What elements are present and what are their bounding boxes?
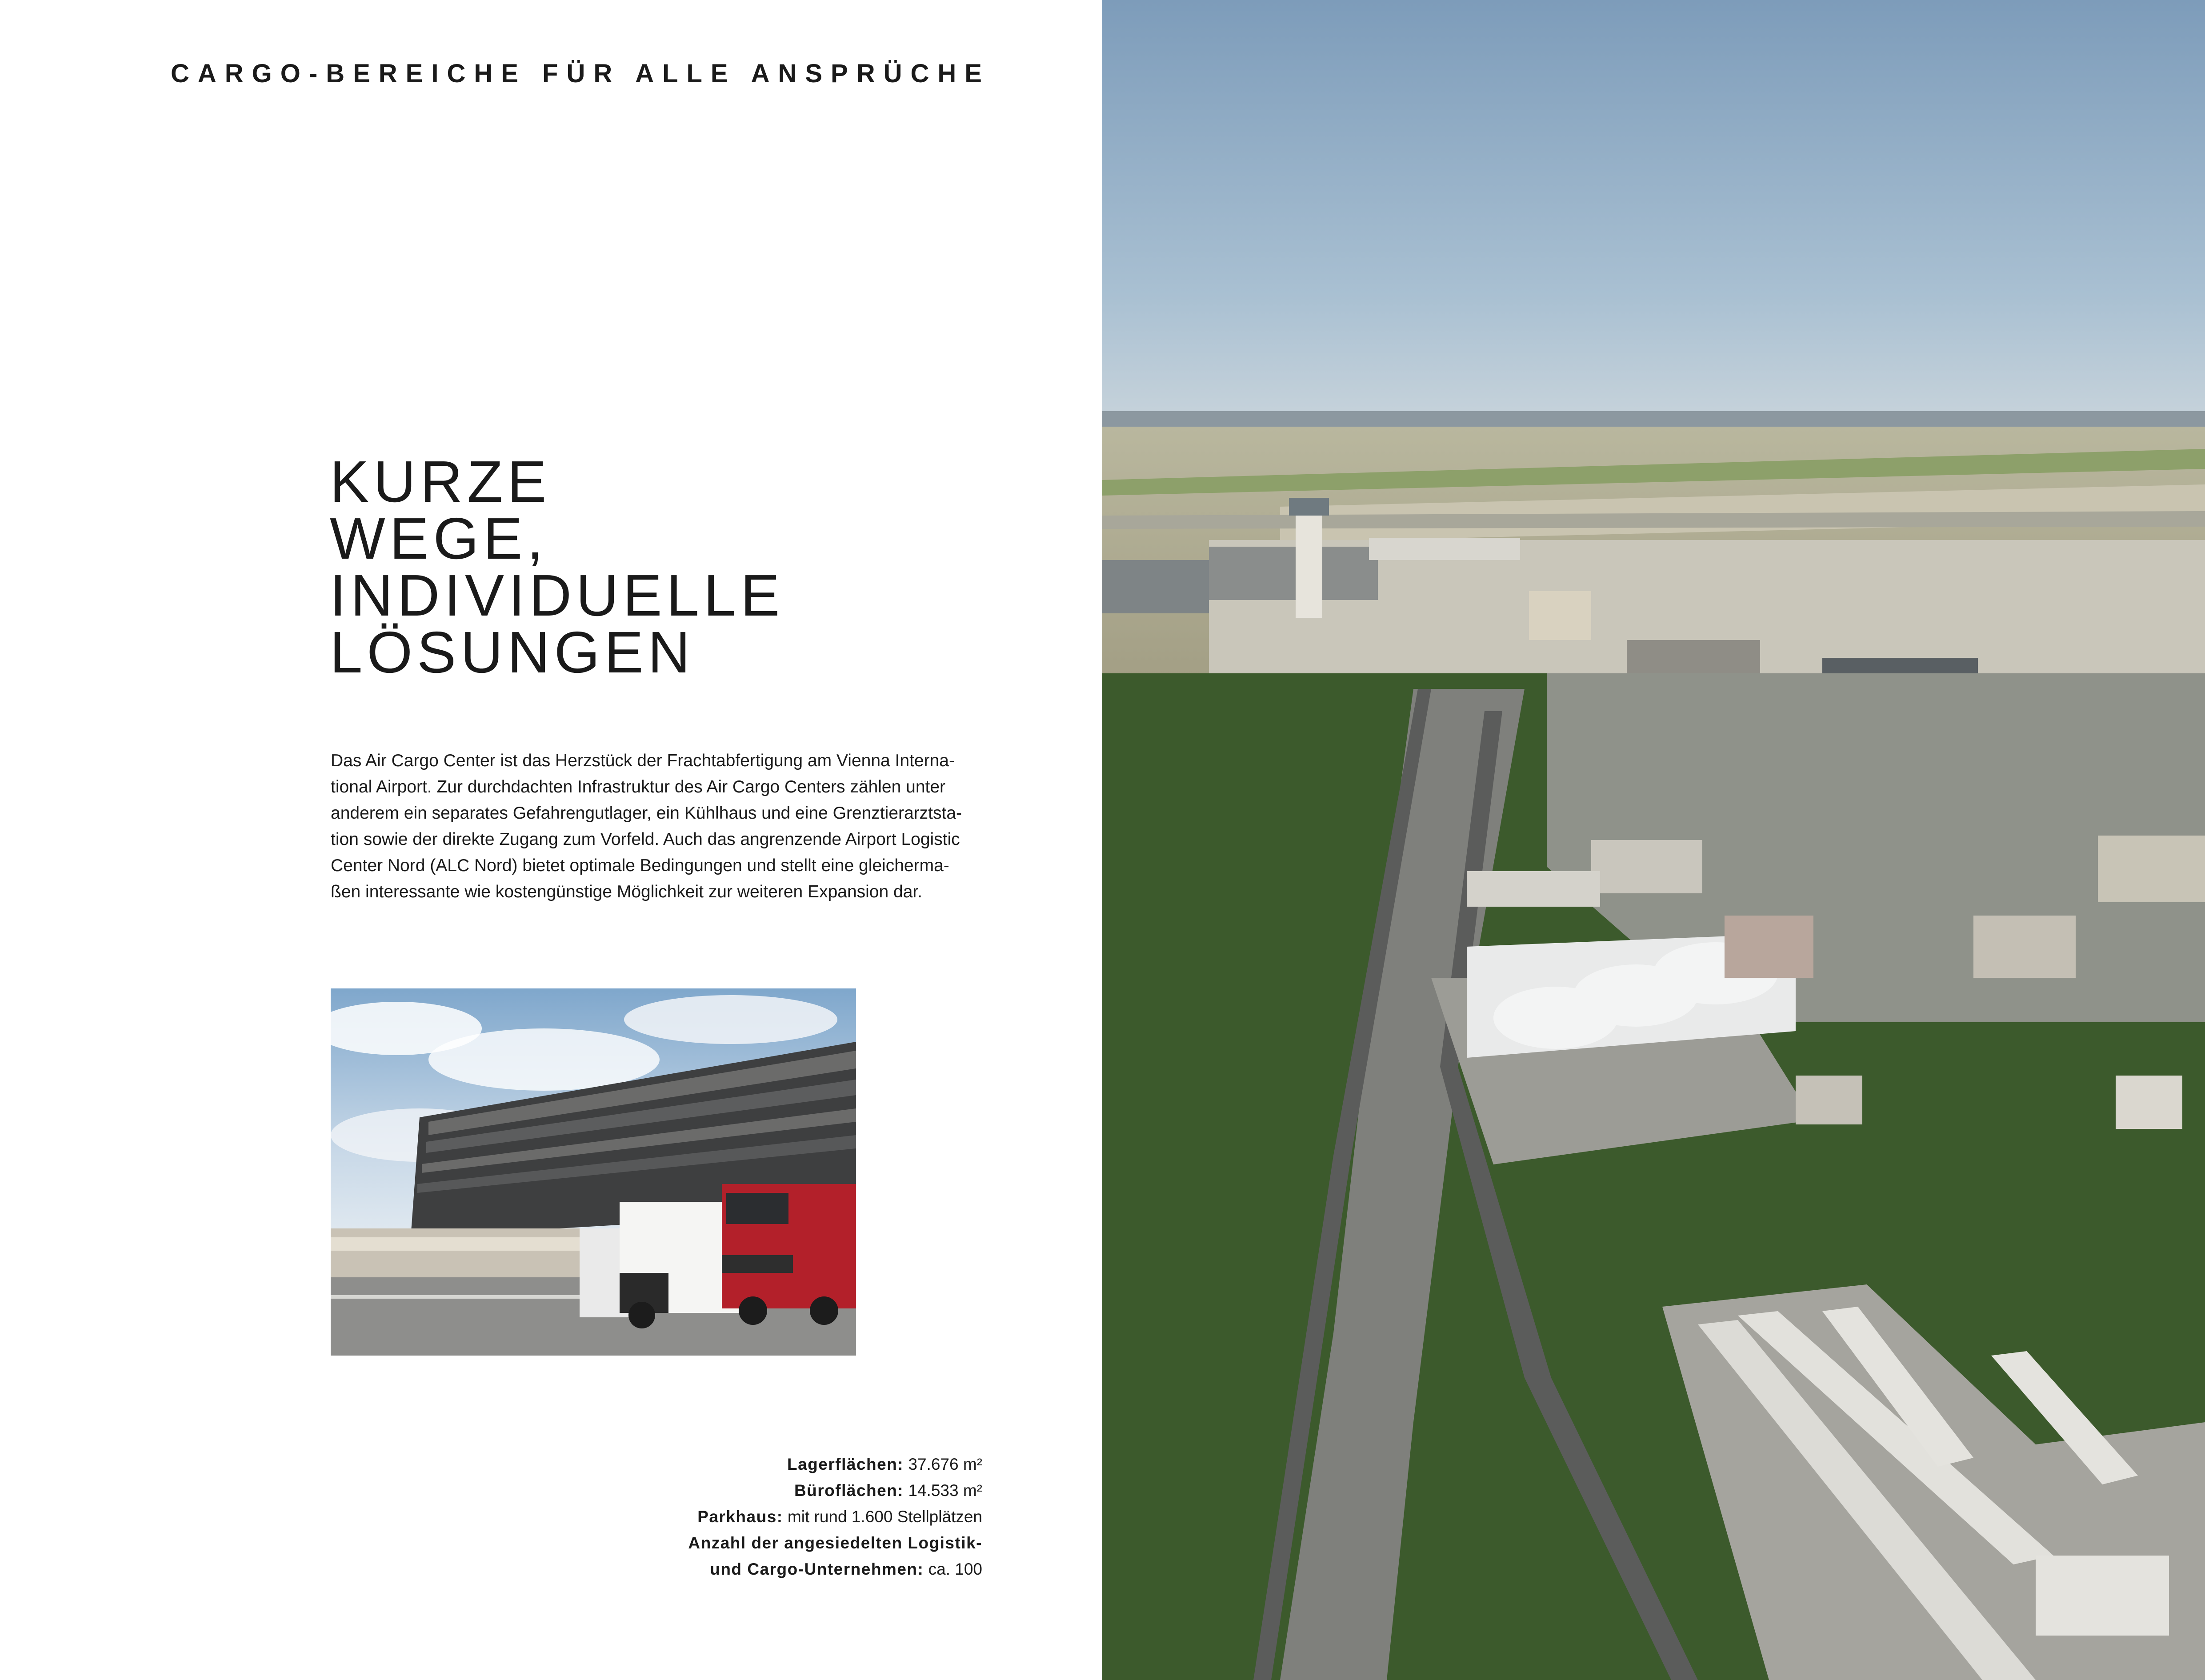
section-label: CARGO-BEREICHE FÜR ALLE ANSPRÜCHE — [171, 59, 990, 88]
body-line: anderem ein separates Gefahrengutlager, ein Kühlhaus und eine Grenztierarztsta- — [331, 804, 962, 823]
left-page — [0, 0, 1102, 1680]
fact-row — [578, 1451, 982, 1477]
body-line: Das Air Cargo Center ist das Herzstück der Frachtabfertigung am Vienna Interna- — [331, 751, 955, 770]
body-line: tion sowie der direkte Zugang zum Vorfeld. Auch das angrenzende Airport Logistic — [331, 830, 960, 849]
fact-value: 14.533 m² — [904, 1481, 982, 1500]
fact-label: und Cargo-Unternehmen: — [710, 1560, 924, 1578]
fact-label: Anzahl der angesiedelten Logistik- — [688, 1534, 982, 1552]
fact-value: 37.676 m² — [904, 1455, 982, 1473]
body-paragraph — [331, 748, 1024, 905]
headline-line: KURZE — [330, 449, 551, 514]
fact-label: Parkhaus: — [697, 1508, 783, 1526]
facts-list — [578, 1451, 982, 1582]
headline — [330, 449, 784, 685]
headline-line: LÖSUNGEN — [330, 620, 695, 685]
aerial-airport-photo — [1102, 0, 2205, 1680]
fact-row — [578, 1477, 982, 1504]
fact-value: mit rund 1.600 Stellplätzen — [783, 1508, 982, 1526]
fact-row — [578, 1556, 982, 1582]
fact-row — [578, 1504, 982, 1530]
fact-row — [578, 1530, 982, 1556]
body-line: tional Airport. Zur durchdachten Infrastruktur des Air Cargo Centers zählen unter — [331, 777, 946, 796]
body-line: ßen interessante wie kostengünstige Möglichkeit zur weiteren Expansion dar. — [331, 882, 923, 901]
headline-line: WEGE, — [330, 506, 548, 571]
cargo-building-photo — [331, 988, 856, 1356]
fact-value: ca. 100 — [924, 1560, 982, 1578]
fact-label: Lagerflächen: — [787, 1455, 904, 1473]
fact-label: Büroflächen: — [794, 1481, 904, 1500]
headline-line: INDIVIDUELLE — [330, 563, 784, 628]
body-line: Center Nord (ALC Nord) bietet optimale Bedingungen und stellt eine gleicherma- — [331, 856, 949, 875]
